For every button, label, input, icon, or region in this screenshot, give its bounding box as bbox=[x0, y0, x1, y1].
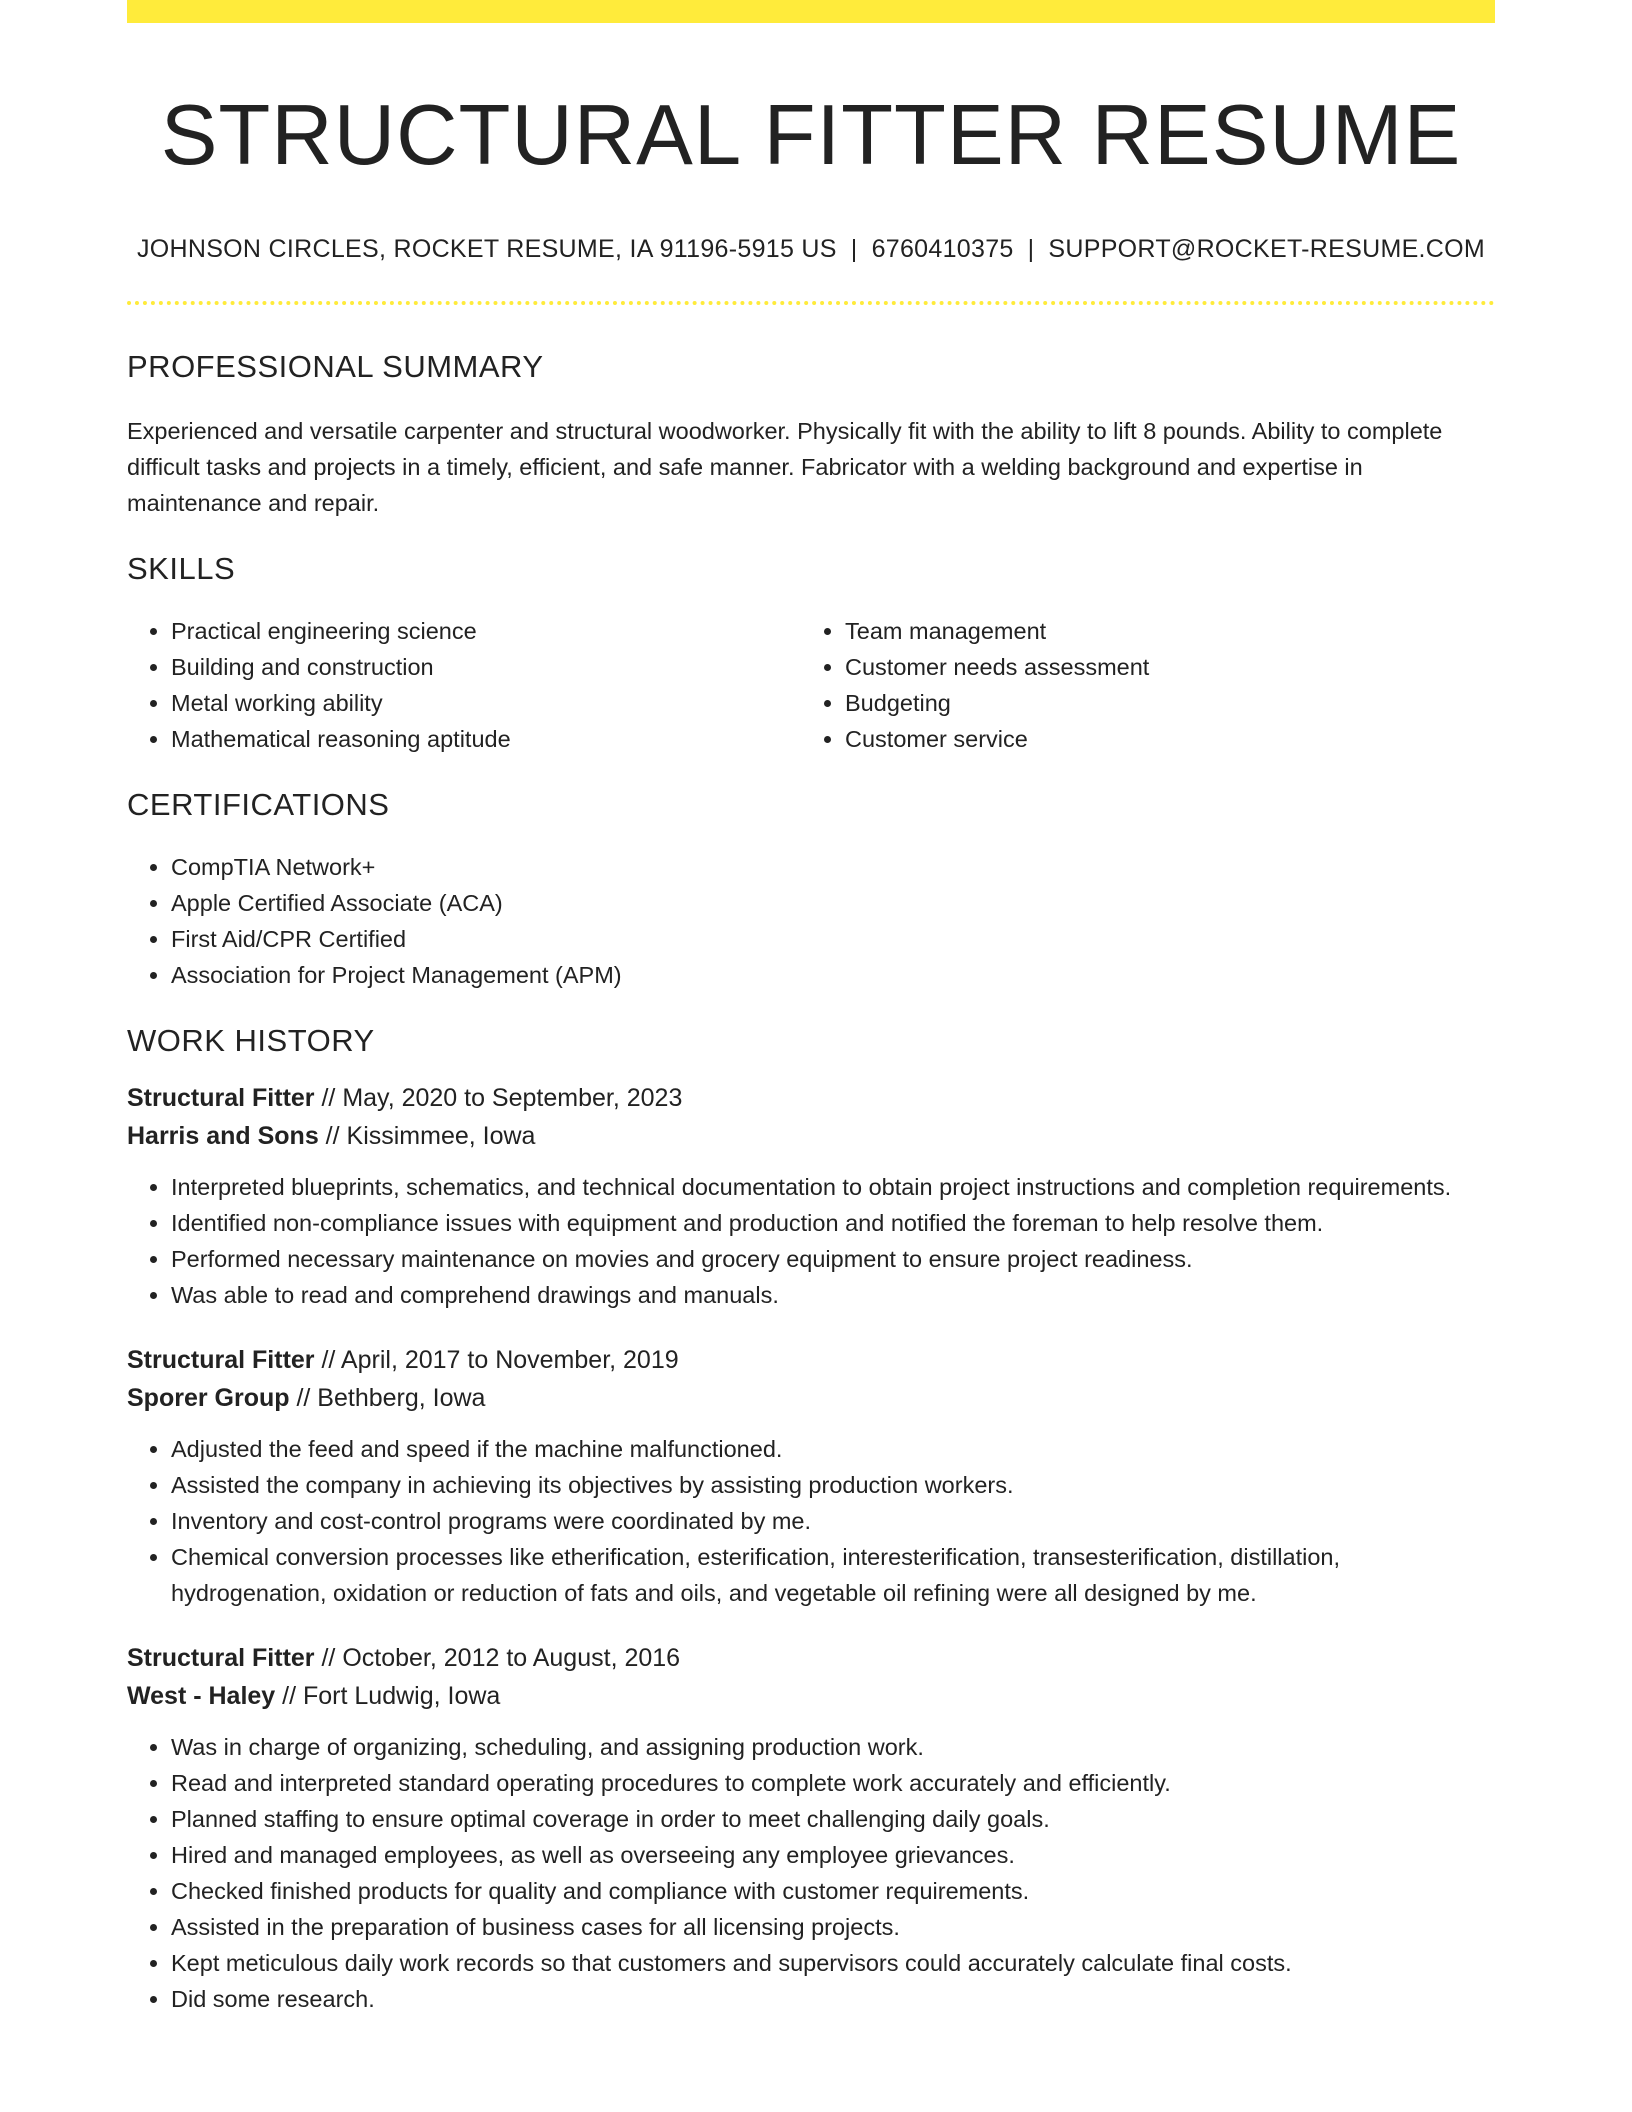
certifications-heading: CERTIFICATIONS bbox=[127, 787, 390, 822]
job-bullet: • Assisted the company in achieving its objectives by assisting production workers. bbox=[171, 1467, 1495, 1503]
job-title: Structural Fitter bbox=[127, 1346, 315, 1374]
contact-line bbox=[127, 235, 1495, 264]
skill-item: • Customer service bbox=[845, 721, 1475, 757]
contact-separator: | bbox=[850, 235, 858, 263]
skill-item: • Practical engineering science bbox=[171, 613, 801, 649]
contact-phone: 6760410375 bbox=[871, 235, 1014, 263]
job-title: Structural Fitter bbox=[127, 1084, 315, 1112]
contact-address: JOHNSON CIRCLES, ROCKET RESUME, IA 91196-5915 US bbox=[136, 235, 837, 263]
accent-top-bar bbox=[127, 0, 1495, 23]
job-bullet: • Adjusted the feed and speed if the machine malfunctioned. bbox=[171, 1431, 1495, 1467]
job-bullet: • Performed necessary maintenance on movies and grocery equipment to ensure project readiness. bbox=[171, 1241, 1495, 1277]
job-company-line bbox=[127, 1379, 1495, 1417]
job-company-line bbox=[127, 1117, 1495, 1155]
skill-item: • Metal working ability bbox=[171, 685, 801, 721]
skill-item: • Mathematical reasoning aptitude bbox=[171, 721, 801, 757]
job-location: // Bethberg, Iowa bbox=[289, 1384, 486, 1412]
skill-item: • Customer needs assessment bbox=[845, 649, 1475, 685]
work-history-heading: WORK HISTORY bbox=[127, 1023, 375, 1058]
resume-title: STRUCTURAL FITTER RESUME bbox=[160, 88, 1462, 183]
certification-item: • CompTIA Network+ bbox=[171, 849, 1495, 885]
resume-page bbox=[127, 0, 1495, 2017]
job-title: Structural Fitter bbox=[127, 1644, 315, 1672]
skills-columns bbox=[127, 613, 1495, 757]
job-bullet: • Hired and managed employees, as well as overseeing any employee grievances. bbox=[171, 1837, 1495, 1873]
skill-item: • Building and construction bbox=[171, 649, 801, 685]
job-company: Harris and Sons bbox=[127, 1122, 319, 1150]
skills-heading: SKILLS bbox=[127, 551, 236, 586]
job-dates: // May, 2020 to September, 2023 bbox=[314, 1084, 683, 1112]
certification-item: • Association for Project Management (APM) bbox=[171, 957, 1495, 993]
job-entry bbox=[127, 1341, 1495, 1611]
job-dates: // April, 2017 to November, 2019 bbox=[314, 1346, 679, 1374]
job-bullet: • Was in charge of organizing, scheduling, and assigning production work. bbox=[171, 1729, 1495, 1765]
job-entry bbox=[127, 1639, 1495, 2017]
job-bullets bbox=[127, 1431, 1495, 1611]
dotted-divider bbox=[127, 301, 1495, 305]
job-bullet: • Chemical conversion processes like etherification, esterification, interesterification, transesterification, distillation, hydrogenation, oxidation or reduction of fats and oils, and vegetable oil refining were all designed by me. bbox=[171, 1539, 1495, 1611]
job-company: West - Haley bbox=[127, 1682, 276, 1710]
contact-email: SUPPORT@ROCKET-RESUME.COM bbox=[1048, 235, 1486, 263]
job-bullet: • Interpreted blueprints, schematics, and technical documentation to obtain project instructions and completion requirements. bbox=[171, 1169, 1495, 1205]
certifications-list bbox=[127, 849, 1495, 993]
skills-right-list bbox=[801, 613, 1475, 757]
job-bullet: • Inventory and cost-control programs were coordinated by me. bbox=[171, 1503, 1495, 1539]
job-bullets bbox=[127, 1169, 1495, 1313]
job-bullet: • Planned staffing to ensure optimal coverage in order to meet challenging daily goals. bbox=[171, 1801, 1495, 1837]
job-bullet: • Was able to read and comprehend drawings and manuals. bbox=[171, 1277, 1495, 1313]
job-location: // Kissimmee, Iowa bbox=[318, 1122, 536, 1150]
job-bullet: • Kept meticulous daily work records so that customers and supervisors could accurately calculate final costs. bbox=[171, 1945, 1495, 1981]
job-location: // Fort Ludwig, Iowa bbox=[275, 1682, 501, 1710]
job-bullets bbox=[127, 1729, 1495, 2017]
job-company: Sporer Group bbox=[127, 1384, 290, 1412]
certification-item: • Apple Certified Associate (ACA) bbox=[171, 885, 1495, 921]
job-dates: // October, 2012 to August, 2016 bbox=[314, 1644, 681, 1672]
job-bullet: • Checked finished products for quality and compliance with customer requirements. bbox=[171, 1873, 1495, 1909]
skill-item: • Team management bbox=[845, 613, 1475, 649]
job-bullet: • Did some research. bbox=[171, 1981, 1495, 2017]
job-bullet: • Identified non-compliance issues with equipment and production and notified the foreman to help resolve them. bbox=[171, 1205, 1495, 1241]
job-bullet: • Read and interpreted standard operating procedures to complete work accurately and efficiently. bbox=[171, 1765, 1495, 1801]
job-title-line bbox=[127, 1639, 1495, 1677]
job-entry bbox=[127, 1079, 1495, 1313]
skill-item: • Budgeting bbox=[845, 685, 1475, 721]
job-company-line bbox=[127, 1677, 1495, 1715]
job-bullet: • Assisted in the preparation of business cases for all licensing projects. bbox=[171, 1909, 1495, 1945]
certification-item: • First Aid/CPR Certified bbox=[171, 921, 1495, 957]
contact-separator: | bbox=[1027, 235, 1035, 263]
job-title-line bbox=[127, 1079, 1495, 1117]
summary-heading: PROFESSIONAL SUMMARY bbox=[127, 349, 544, 384]
skills-left-list bbox=[127, 613, 801, 757]
summary-text: Experienced and versatile carpenter and structural woodworker. Physically fit with the ability to lift 8 pounds. Ability to complete difficult tasks and projects in a timely, efficient, and safe manner. Fabricator with a welding background and expertise in maintenance and repair. bbox=[127, 418, 1443, 516]
job-title-line bbox=[127, 1341, 1495, 1379]
